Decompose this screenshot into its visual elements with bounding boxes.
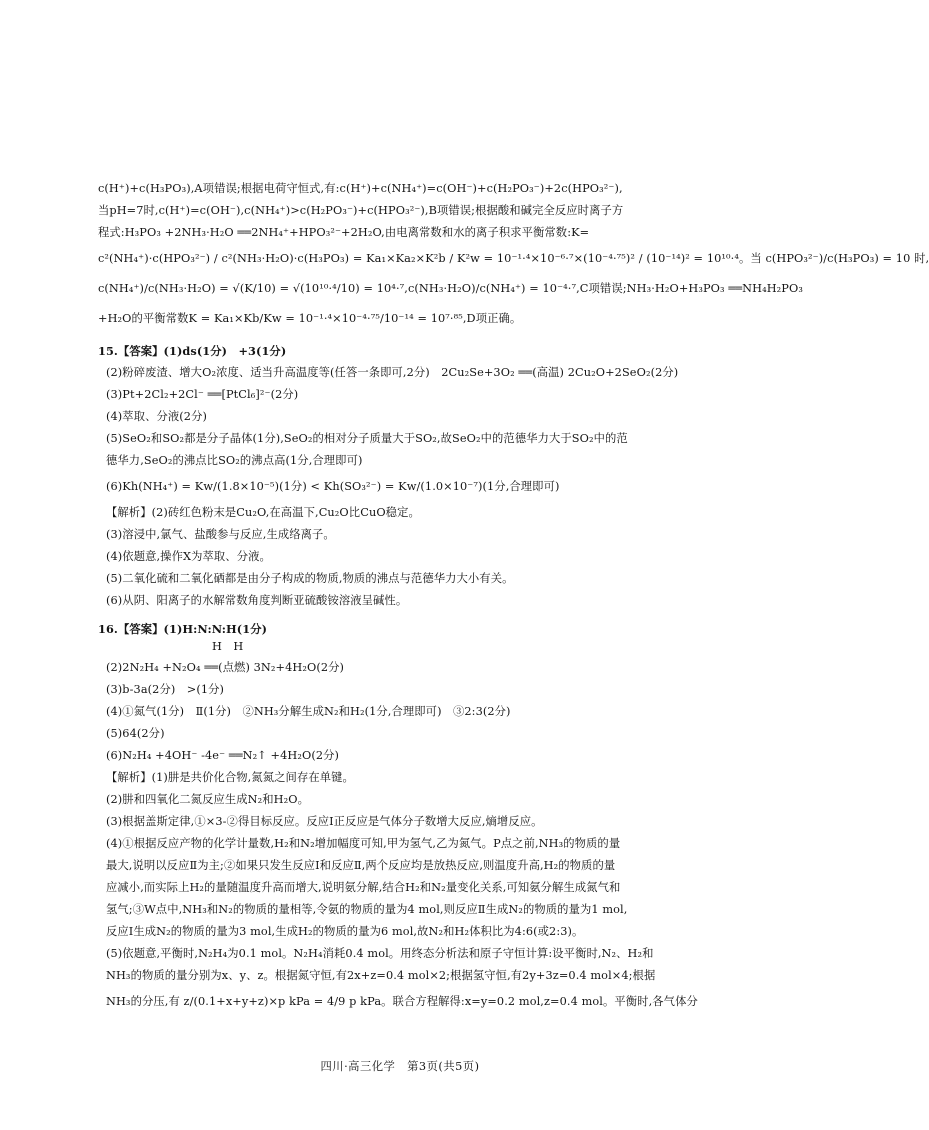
analysis-line: 反应Ⅰ生成N₂的物质的量为3 mol,生成H₂的物质的量为6 mol,故N₂和H₂体积比为4:6(或2:3)。 [106, 925, 584, 938]
analysis-line: (6)从阴、阳离子的水解常数角度判断亚硫酸铵溶液呈碱性。 [106, 594, 408, 607]
answer-line: (2)2N₂H₄ +N₂O₄ ══(点燃) 3N₂+4H₂O(2分) [106, 661, 345, 674]
formula-line: c(NH₄⁺)/c(NH₃·H₂O) = √(K/10) = √(10¹⁰·⁴/10) = 10⁴·⁷,c(NH₃·H₂O)/c(NH₄⁺) = 10⁻⁴·⁷,C项错误;NH₃·H₂O+H₃PO₃ ══NH₄H₂PO₃ [98, 282, 803, 295]
lewis-structure-hydrogens: H H [212, 640, 244, 653]
answer-line: (5)64(2分) [106, 727, 165, 740]
formula-line: c²(NH₄⁺)·c(HPO₃²⁻) / c²(NH₃·H₂O)·c(H₃PO₃) = Ka₁×Ka₂×K²b / K²w = 10⁻¹·⁴×10⁻⁶·⁷×(10⁻⁴·⁷⁵)² / (10⁻¹⁴)² = 10¹⁰·⁴。当 c(HPO₃²⁻)/c(H₃PO₃) = 10 时, [98, 252, 929, 265]
answer-line: (4)①氮气(1分) Ⅱ(1分) ②NH₃分解生成N₂和H₂(1分,合理即可) ③2:3(2分) [106, 705, 511, 718]
answer-line: (3)Pt+2Cl₂+2Cl⁻ ══[PtCl₆]²⁻(2分) [106, 388, 299, 401]
analysis-line: 应减小,而实际上H₂的量随温度升高而增大,说明氨分解,结合H₂和N₂量变化关系,可知氨分解生成氮气和 [106, 881, 621, 894]
analysis-line: (3)根据盖斯定律,①×3-②得目标反应。反应Ⅰ正反应是气体分子数增大反应,熵增反应。 [106, 815, 543, 828]
analysis-line: (2)肼和四氧化二氮反应生成N₂和H₂O。 [106, 793, 310, 806]
analysis-line: (4)①根据反应产物的化学计量数,H₂和N₂增加幅度可知,甲为氢气,乙为氮气。P点之前,NH₃的物质的量 [106, 837, 621, 850]
analysis-line: 氢气;③W点中,NH₃和N₂的物质的量相等,令氨的物质的量为4 mol,则反应Ⅱ生成N₂的物质的量为1 mol, [106, 903, 628, 916]
answer-line: (6)Kh(NH₄⁺) = Kw/(1.8×10⁻⁵)(1分) < Kh(SO₃²⁻) = Kw/(1.0×10⁻⁷)(1分,合理即可) [106, 480, 560, 493]
formula-line: +H₂O的平衡常数K = Ka₁×Kb/Kw = 10⁻¹·⁴×10⁻⁴·⁷⁵/10⁻¹⁴ = 10⁷·⁸⁵,D项正确。 [98, 312, 522, 325]
page-footer: 四川·高三化学 第3页(共5页) [320, 1060, 480, 1073]
answer-line: (5)SeO₂和SO₂都是分子晶体(1分),SeO₂的相对分子质量大于SO₂,故SeO₂中的范德华力大于SO₂中的范 [106, 432, 628, 445]
analysis-line: NH₃的物质的量分别为x、y、z。根据氮守恒,有2x+z=0.4 mol×2;根据氢守恒,有2y+3z=0.4 mol×4;根据 [106, 969, 656, 982]
answer-line: 德华力,SeO₂的沸点比SO₂的沸点高(1分,合理即可) [106, 454, 363, 467]
analysis-line: (5)二氧化硫和二氧化硒都是由分子构成的物质,物质的沸点与范德华力大小有关。 [106, 572, 514, 585]
answer-line: (6)N₂H₄ +4OH⁻ -4e⁻ ══N₂↑ +4H₂O(2分) [106, 749, 340, 762]
analysis-line: NH₃的分压,有 z/(0.1+x+y+z)×p kPa = 4/9 p kPa。联合方程解得:x=y=0.2 mol,z=0.4 mol。平衡时,各气体分 [106, 995, 698, 1008]
analysis-heading: 【解析】(2)砖红色粉末是Cu₂O,在高温下,Cu₂O比CuO稳定。 [106, 506, 420, 519]
question-16-answer-heading: 16.【答案】(1)H:N:N:H(1分) [98, 622, 268, 636]
analysis-line: 最大,说明以反应Ⅱ为主;②如果只发生反应Ⅰ和反应Ⅱ,两个反应均是放热反应,则温度升高,H₂的物质的量 [106, 859, 616, 872]
answer-line: (2)粉碎废渣、增大O₂浓度、适当升高温度等(任答一条即可,2分) 2Cu₂Se+3O₂ ══(高温) 2Cu₂O+2SeO₂(2分) [106, 366, 679, 379]
answer-line: (3)b-3a(2分) >(1分) [106, 683, 225, 696]
text-line: 当pH=7时,c(H⁺)=c(OH⁻),c(NH₄⁺)>c(H₂PO₃⁻)+c(HPO₃²⁻),B项错误;根据酸和碱完全反应时离子方 [98, 204, 624, 217]
analysis-heading: 【解析】(1)肼是共价化合物,氮氮之间存在单键。 [106, 771, 354, 784]
analysis-line: (5)依题意,平衡时,N₂H₄为0.1 mol。N₂H₄消耗0.4 mol。用终态分析法和原子守恒计算:设平衡时,N₂、H₂和 [106, 947, 654, 960]
analysis-line: (3)溶浸中,氯气、盐酸参与反应,生成络离子。 [106, 528, 335, 541]
question-15-answer-heading: 15.【答案】(1)ds(1分) +3(1分) [98, 344, 287, 358]
text-line: c(H⁺)+c(H₃PO₃),A项错误;根据电荷守恒式,有:c(H⁺)+c(NH₄⁺)=c(OH⁻)+c(H₂PO₃⁻)+2c(HPO₃²⁻), [98, 182, 623, 195]
analysis-line: (4)依题意,操作X为萃取、分液。 [106, 550, 271, 563]
answer-line: (4)萃取、分液(2分) [106, 410, 207, 423]
text-line: 程式:H₃PO₃ +2NH₃·H₂O ══2NH₄⁺+HPO₃²⁻+2H₂O,由电离常数和水的离子积求平衡常数:K= [98, 226, 590, 239]
